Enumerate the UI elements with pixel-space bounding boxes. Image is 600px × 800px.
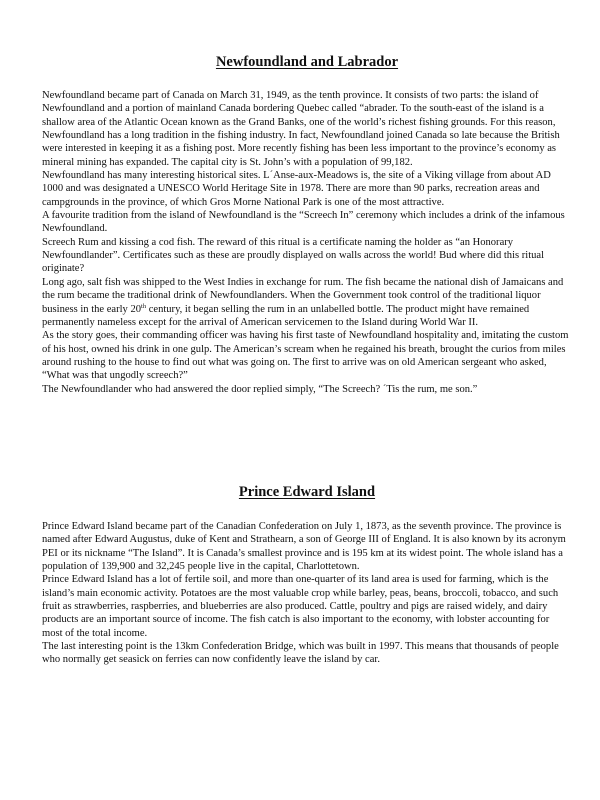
paragraph: Newfoundland has many interesting historical sites. L´Anse-aux-Meadows is, the site of a Viking village from about AD 1000 and was designated a UNESCO World Heritage Site in 1978. There are more than 90 parks, recreation areas and campgrounds in the province, of which Gros Morne National Park is one of the most attractive.: [42, 170, 551, 208]
paragraph: As the story goes, their commanding officer was having his first taste of Newfoundland hospitality and, imitating the custom of his host, owned his drink in one gulp. The American’s scream when he regained his breath, brought the curios from miles around rushing to the house to find out what was going on. The first to arrive was on old American sergeant who asked, “What was that ungodly screech?”: [42, 330, 569, 382]
section-prince-edward-island: [42, 484, 572, 667]
paragraph: Prince Edward Island has a lot of fertile soil, and more than one-quarter of its land area is used for farming, which is the island’s main economic activity. Potatoes are the most valuable crop while barley, peas, beans, broccoli, tobacco, and such fruit as strawberries, raspberries, and blueberries are also produced. Cattle, poultry and pigs are raised widely, and dairy products are an important source of income. The fish catch is also important to the economy, with lobster accounting for most of the total income.: [42, 574, 559, 639]
paragraph: [42, 276, 572, 329]
paragraph: Prince Edward Island became part of the Canadian Confederation on July 1, 1873, as the seventh province. The province is named after Edward Augustus, duke of Kent and Strathearn, a son of George III of England. It is also known by its acronym PEI or its nickname “The Island”. It is Canada’s smallest province and is 195 km at its widest point. The whole island has a population of 139,900 and 32,245 people live in the capital, Charlottetown.: [42, 521, 566, 573]
paragraph: The last interesting point is the 13km Confederation Bridge, which was built in 1997. This means that thousands of people who normally get seasick on ferries can now confidently leave the island by car.: [42, 641, 559, 666]
paragraph: A favourite tradition from the island of Newfoundland is the “Screech In” ceremony which includes a drink of the infamous Newfoundland.: [42, 210, 565, 235]
section-newfoundland: [42, 54, 572, 396]
paragraph-text: century, it began selling the rum in an unlabelled bottle. The product might have remained permanently nameless except for the arrival of American servicemen to the Island during World War II.: [42, 303, 530, 328]
paragraph: Screech Rum and kissing a cod fish. The reward of this ritual is a certificate naming the holder as “an Honorary Newfoundlander”. Certificates such as these are proudly displayed on walls across the world! Bud where did this ritual originate?: [42, 236, 545, 275]
paragraph: Newfoundland became part of Canada on March 31, 1949, as the tenth province. It consists of two parts: the island of Newfoundland and a portion of mainland Canada bordering Quebec called “abrader. To the south-east of the island is a shallow area of the Atlantic Ocean known as the Grand Banks, one of the world’s richest fishing grounds. For this reason, Newfoundland has a long tradition in the fishing industry. In fact, Newfoundland joined Canada so late because the British were interested in keeping it as a fishing post. More recently fishing has been less important to the province’s economy as mineral mining has expanded. The capital city is St. John’s with a population of 99,182.: [42, 90, 560, 168]
superscript: th: [141, 302, 147, 310]
paragraph: The Newfoundlander who had answered the door replied simply, “The Screech? ´Tis the rum, me son.”: [42, 383, 478, 395]
section-title: Prince Edward Island: [238, 484, 376, 500]
paragraph-text: Long ago, salt fish was shipped to the West Indies in exchange for rum. The fish became the national dish of Jamaicans and the rum became the traditional drink of Newfoundlanders. When the Government took control of the traditional liquor business in the early 20: [42, 276, 564, 315]
section-title: Newfoundland and Labrador: [215, 54, 399, 70]
